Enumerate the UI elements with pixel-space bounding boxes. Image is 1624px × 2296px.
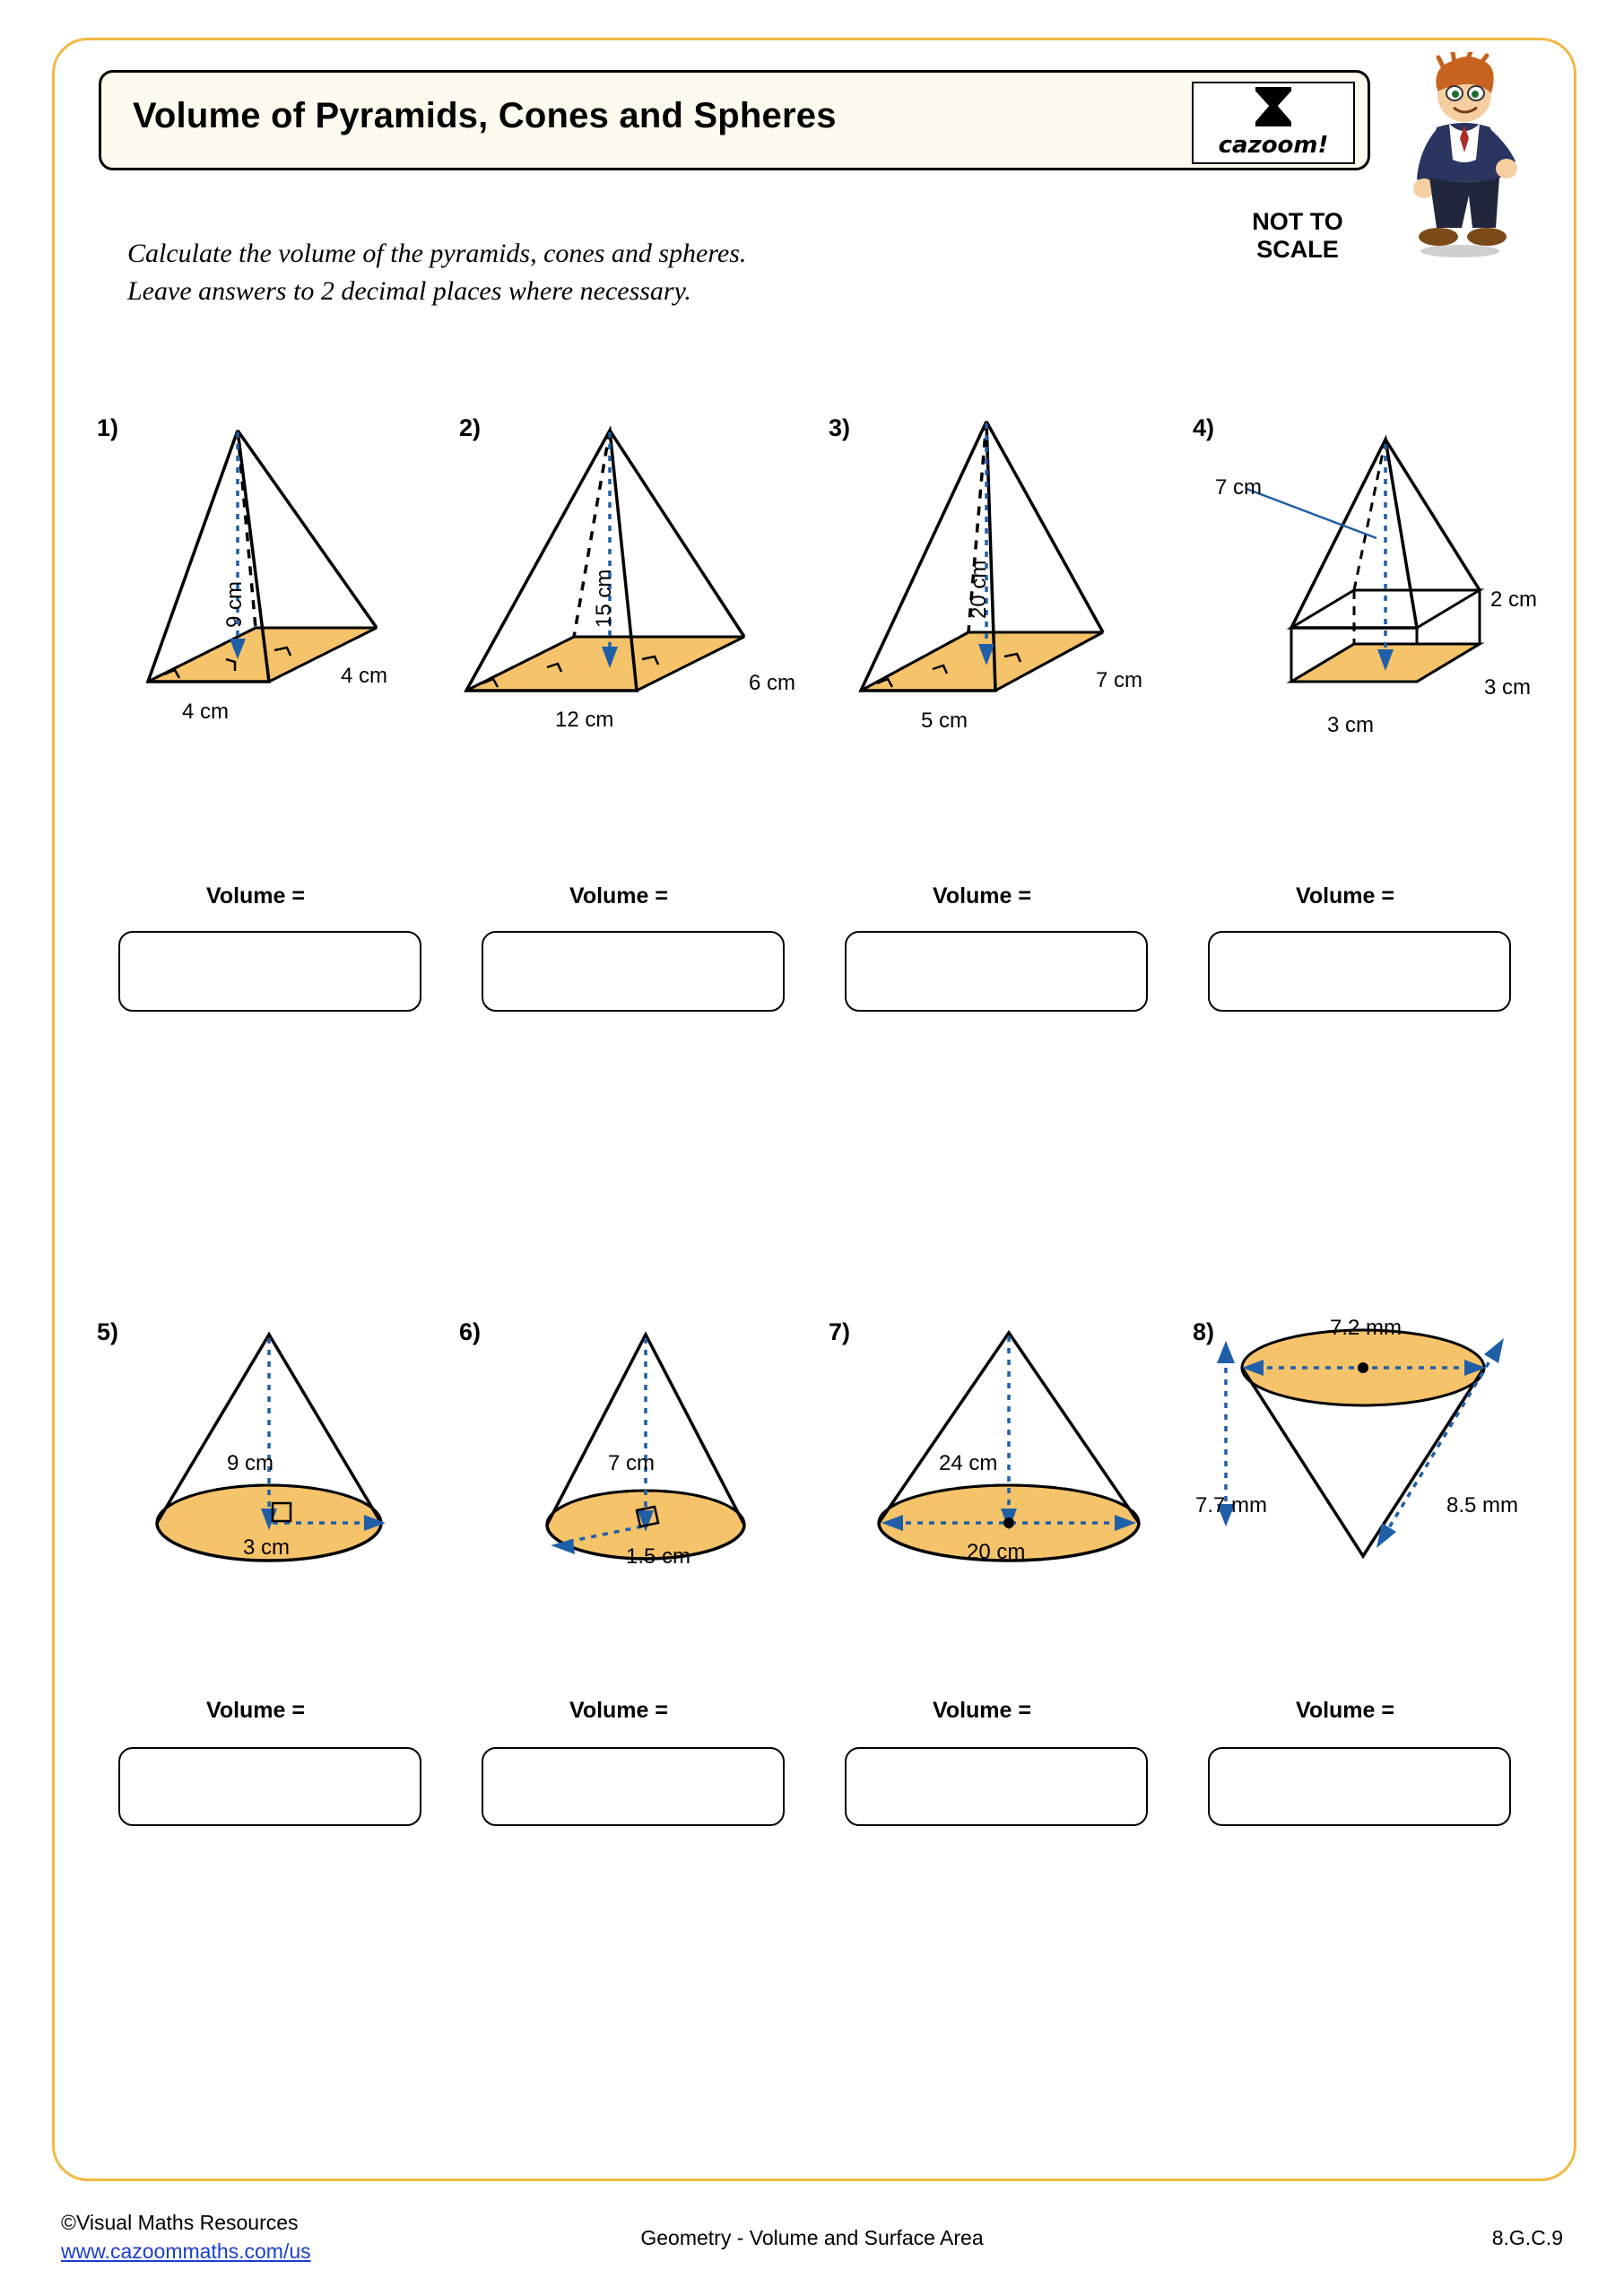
not-to-scale-line1: NOT TO: [1252, 208, 1343, 235]
volume-label-4: Volume =: [1296, 883, 1394, 909]
not-to-scale-line2: SCALE: [1256, 236, 1339, 263]
dimension-q1-base-front: 4 cm: [182, 700, 230, 724]
dimension-q3-base-front: 5 cm: [921, 709, 968, 733]
page-title: Volume of Pyramids, Cones and Spheres: [133, 96, 837, 135]
dimension-q4-base-right: 3 cm: [1484, 675, 1532, 700]
volume-label-7: Volume =: [933, 1698, 1031, 1723]
answer-box-5[interactable]: [118, 1747, 421, 1826]
not-to-scale-note: [1212, 208, 1383, 264]
mascot-illustration: [1397, 52, 1523, 258]
answer-box-3[interactable]: [845, 931, 1148, 1012]
dimension-q8-right: 8.5 mm: [1446, 1493, 1519, 1518]
cazoom-logo: [1192, 82, 1355, 164]
dimension-q8-left: 7.7 mm: [1195, 1493, 1268, 1518]
volume-label-3: Volume =: [933, 883, 1031, 909]
question-number-2: 2): [459, 414, 482, 441]
answer-box-7[interactable]: [845, 1747, 1148, 1826]
question-number-4: 4): [1193, 414, 1215, 441]
answer-box-2[interactable]: [482, 931, 785, 1012]
dimension-q2-base-front: 12 cm: [555, 708, 614, 732]
instructions-line-2: Leave answers to 2 decimal places where necessary.: [127, 276, 691, 306]
instructions: [127, 235, 1114, 310]
website-link[interactable]: www.cazoommaths.com/us: [61, 2239, 311, 2263]
dimension-q4-prism-height: 2 cm: [1490, 587, 1538, 612]
dimension-q7-diameter: 20 cm: [967, 1540, 1026, 1564]
title-box: [99, 70, 1370, 170]
volume-label-2: Volume =: [569, 883, 668, 909]
dimension-q1-height: 9 cm: [222, 580, 247, 628]
dimension-q8-top: 7.2 mm: [1330, 1316, 1403, 1340]
hourglass-icon: [1255, 87, 1291, 126]
dimension-q3-height: 20 cm: [967, 560, 991, 619]
footer-topic: Geometry - Volume and Surface Area: [640, 2226, 984, 2249]
volume-label-6: Volume =: [569, 1698, 668, 1723]
dimension-q6-radius: 1.5 cm: [626, 1544, 691, 1569]
answer-box-4[interactable]: [1208, 931, 1511, 1012]
dimension-q1-base-right: 4 cm: [341, 664, 388, 688]
figure-question-2: [457, 413, 789, 722]
dimension-q7-height: 24 cm: [939, 1451, 998, 1475]
dimension-q2-height: 15 cm: [592, 569, 616, 628]
copyright-text: ©Visual Maths Resources: [61, 2211, 299, 2234]
dimension-q4-apex-height: 7 cm: [1215, 475, 1263, 500]
footer-standard-code: 8.G.C.9: [1491, 2226, 1563, 2249]
answer-box-8[interactable]: [1208, 1747, 1511, 1826]
figure-question-8: [1206, 1318, 1520, 1587]
question-number-7: 7): [829, 1318, 851, 1345]
question-number-1: 1): [97, 414, 119, 441]
question-number-5: 5): [97, 1318, 119, 1345]
dimension-q4-base-front: 3 cm: [1327, 713, 1375, 737]
dimension-q3-base-right: 7 cm: [1096, 668, 1143, 692]
dimension-q2-base-right: 6 cm: [749, 671, 796, 695]
dimension-q5-radius: 3 cm: [243, 1535, 291, 1560]
dimension-q5-height: 9 cm: [227, 1451, 274, 1475]
volume-label-5: Volume =: [206, 1698, 305, 1723]
instructions-line-1: Calculate the volume of the pyramids, cones and spheres.: [127, 239, 747, 268]
question-number-3: 3): [829, 414, 851, 441]
question-number-8: 8): [1193, 1318, 1215, 1345]
question-number-6: 6): [459, 1318, 482, 1345]
answer-box-6[interactable]: [482, 1747, 785, 1826]
sheet-border: [52, 38, 1576, 2181]
volume-label-8: Volume =: [1296, 1698, 1394, 1723]
answer-box-1[interactable]: [118, 931, 421, 1012]
logo-word: cazoom!: [1218, 132, 1329, 159]
dimension-q6-height: 7 cm: [608, 1451, 656, 1475]
volume-label-1: Volume =: [206, 883, 305, 909]
